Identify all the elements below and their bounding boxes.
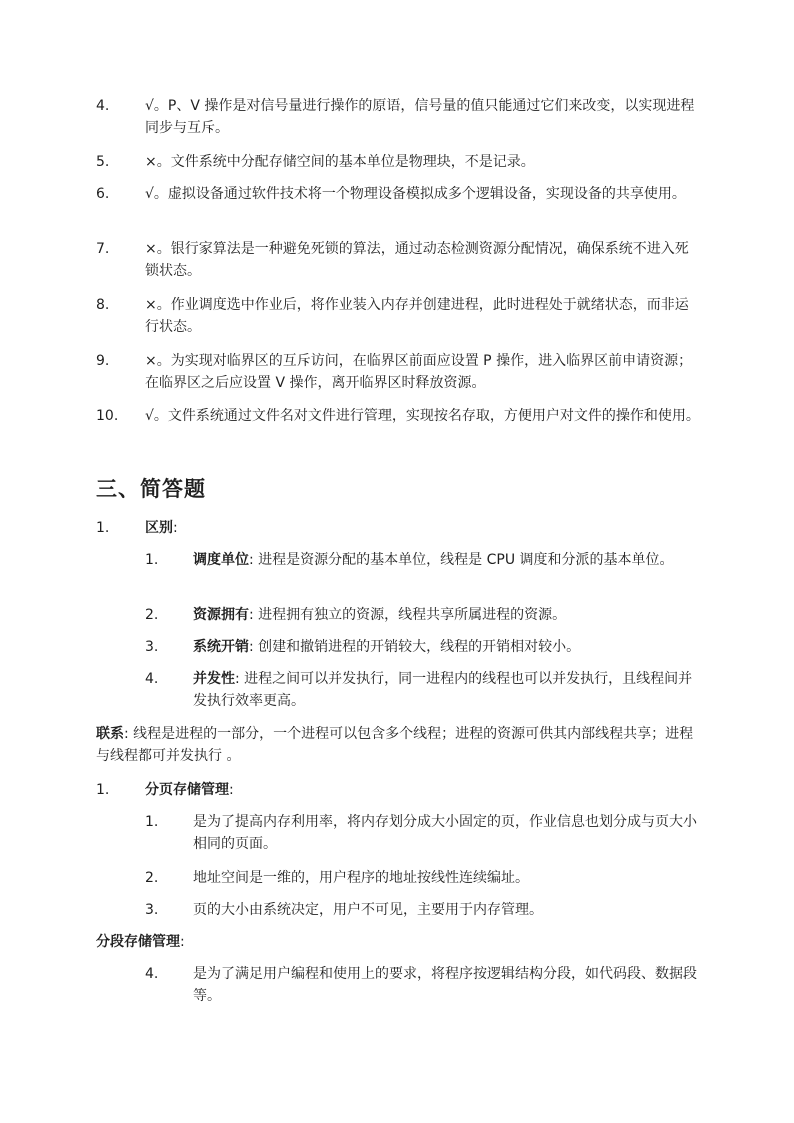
list-item (0, 183, 701, 205)
question-label (0, 517, 701, 539)
list-item (0, 350, 701, 394)
list-item (0, 95, 701, 139)
item-number: 1. (145, 814, 159, 830)
question-label (0, 779, 701, 801)
item-number: 10. (96, 408, 119, 424)
item-text: √。文件系统通过文件名对文件进行管理，实现按名存取，方便用户对文件的操作和使用。 (145, 408, 700, 424)
item-number: 3. (145, 902, 159, 918)
item-text (145, 779, 701, 801)
list-item (0, 294, 701, 338)
bold-term: 并发性 (193, 671, 235, 687)
list-item (0, 151, 701, 173)
item-text (145, 517, 701, 539)
bold-term: 联系 (96, 726, 124, 742)
bold-term: 分段存储管理 (96, 934, 180, 950)
section-title: 三、简答题 (96, 477, 206, 501)
list-item (0, 811, 701, 855)
item-text: 页的大小由系统决定，用户不可见，主要用于内存管理。 (193, 902, 543, 918)
item-number: 2. (145, 870, 159, 886)
list-item (0, 238, 701, 282)
item-desc: : 进程拥有独立的资源，线程共享所属进程的资源。 (249, 607, 567, 623)
item-desc: : 创建和撤销进程的开销较大，线程的开销相对较小。 (249, 639, 581, 655)
item-text: ×。为实现对临界区的互斥访问，在临界区前面应设置 P 操作，进入临界区前申请资源；在临界区之后应设置 V 操作，离开临界区时释放资源。 (145, 353, 693, 391)
list-item (0, 899, 701, 921)
item-number: 4. (145, 671, 159, 687)
item-text (193, 604, 701, 626)
list-item (0, 604, 701, 626)
item-number: 7. (96, 241, 110, 257)
colon: : (173, 520, 178, 536)
item-text (193, 549, 701, 571)
bold-term: 分页存储管理 (145, 782, 229, 798)
relation-paragraph (96, 723, 704, 767)
item-number: 4. (96, 98, 110, 114)
item-desc: : 进程是资源分配的基本单位，线程是 CPU 调度和分派的基本单位。 (249, 552, 674, 568)
item-number: 3. (145, 639, 159, 655)
list-item (0, 867, 701, 889)
item-number: 4. (145, 966, 159, 982)
item-text: √。P、V 操作是对信号量进行操作的原语，信号量的值只能通过它们来改变，以实现进程同步与互斥。 (145, 98, 695, 136)
colon: : (180, 934, 185, 950)
item-number: 1. (96, 520, 110, 536)
segment-heading (96, 931, 704, 953)
item-desc: : 进程之间可以并发执行，同一进程内的线程也可以并发执行，且线程间并发执行效率更高。 (193, 671, 693, 709)
item-number: 6. (96, 186, 110, 202)
item-text: 是为了提高内存利用率，将内存划分成大小固定的页，作业信息也划分成与页大小相同的页面。 (193, 814, 697, 852)
item-number: 1. (96, 782, 110, 798)
item-text: ×。银行家算法是一种避免死锁的算法，通过动态检测资源分配情况，确保系统不进入死锁状态。 (145, 241, 689, 279)
item-number: 8. (96, 297, 110, 313)
paragraph-text: : 线程是进程的一部分，一个进程可以包含多个线程；进程的资源可供其内部线程共享；进程与线程都可并发执行 。 (96, 726, 694, 764)
item-number: 1. (145, 552, 159, 568)
item-text: ×。文件系统中分配存储空间的基本单位是物理块，不是记录。 (145, 154, 535, 170)
item-text: 是为了满足用户编程和使用上的要求，将程序按逻辑结构分段，如代码段、数据段等。 (193, 966, 697, 1004)
item-number: 9. (96, 353, 110, 369)
list-item (0, 963, 701, 1007)
item-text (193, 636, 701, 658)
list-item (0, 405, 701, 427)
item-number: 5. (96, 154, 110, 170)
bold-term: 区别 (145, 520, 173, 536)
item-text (193, 668, 701, 712)
bold-term: 调度单位 (193, 552, 249, 568)
item-text: 地址空间是一维的，用户程序的地址按线性连续编址。 (193, 870, 529, 886)
list-item (0, 668, 701, 712)
bold-term: 资源拥有 (193, 607, 249, 623)
colon: : (229, 782, 234, 798)
bold-term: 系统开销 (193, 639, 249, 655)
list-item (0, 636, 701, 658)
list-item (0, 549, 701, 571)
item-number: 2. (145, 607, 159, 623)
item-text: ×。作业调度选中作业后，将作业装入内存并创建进程，此时进程处于就绪状态，而非运行状态。 (145, 297, 689, 335)
item-text: √。虚拟设备通过软件技术将一个物理设备模拟成多个逻辑设备，实现设备的共享使用。 (145, 186, 686, 202)
